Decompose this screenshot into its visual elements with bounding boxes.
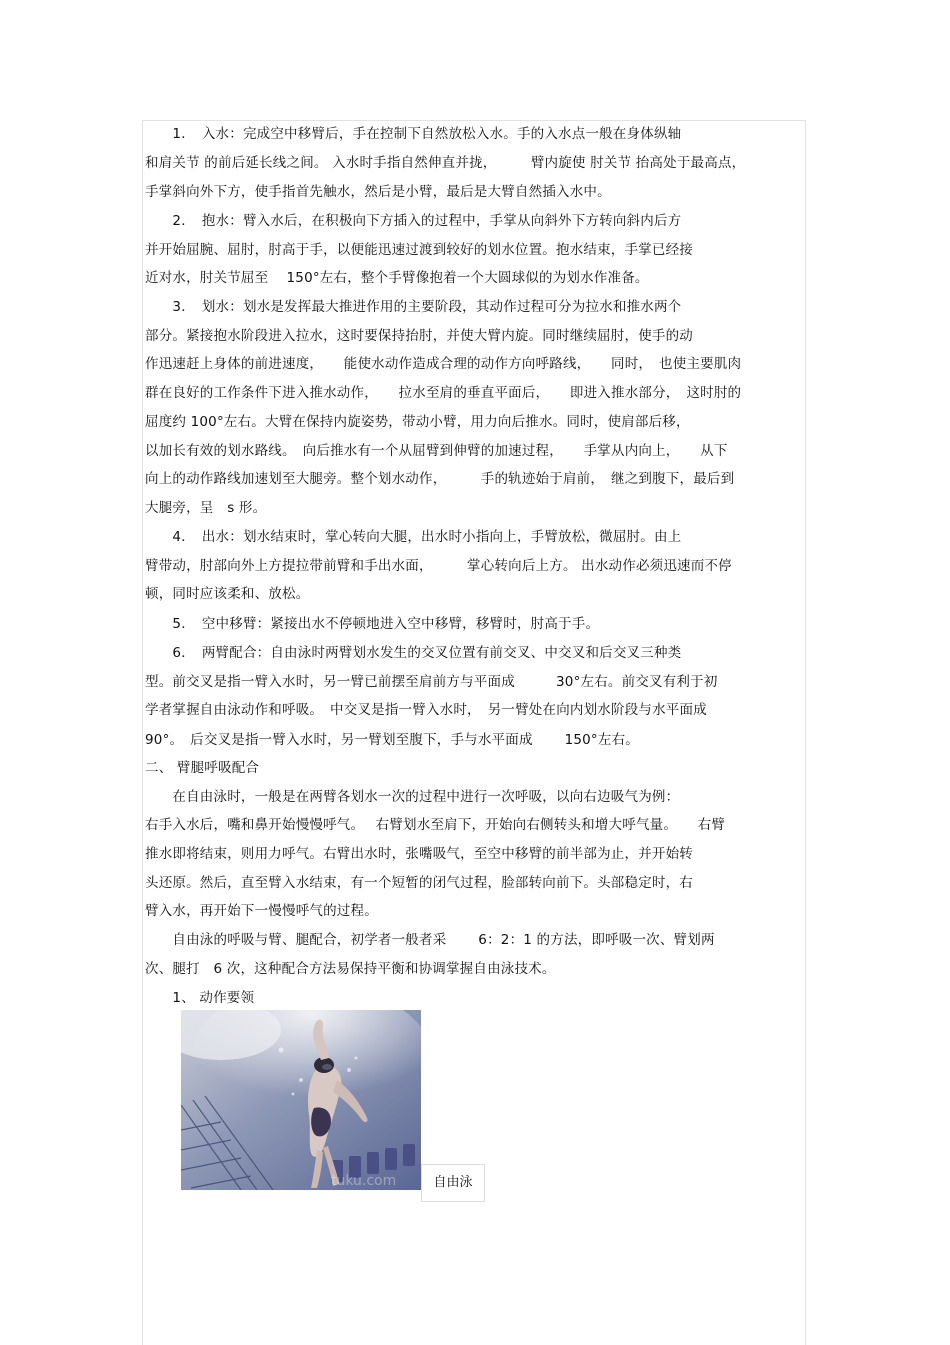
text-line: 推水即将结束，则用力呼气。右臂出水时，张嘴吸气，至空中移臂的前半部为止，并开始转 bbox=[145, 846, 693, 862]
text-line: 并开始屈腕、屈肘，肘高于手，以便能迅速过渡到较好的划水位置。抱水结束，手掌已经接 bbox=[145, 242, 693, 258]
text-line: 近对水，肘关节屈至 150°左右，整个手臂像抱着一个大圆球似的为划水作准备。 bbox=[145, 270, 649, 286]
text-line: 屈度约 100°左右。大臂在保持内旋姿势，带动小臂，用力向后推水。同时，使肩部后移， bbox=[145, 414, 690, 430]
text-line: 型。前交叉是指一臂入水时，另一臂已前摆至肩前方与平面成 30°左右。前交叉有利于初 bbox=[145, 674, 718, 690]
text-line: 5． 空中移臂：紧接出水不停顿地进入空中移臂，移臂时，肘高于手。 bbox=[145, 616, 600, 632]
freestyle-swimmer-photo bbox=[181, 1010, 421, 1190]
underwater-swimmer-image bbox=[181, 1010, 421, 1190]
text-line: 次、腿打 6 次，这种配合方法易保持平衡和协调掌握自由泳技术。 bbox=[145, 961, 556, 977]
text-line: 部分。紧接抱水阶段进入拉水，这时要保持抬肘，并使大臂内旋。同时继续屈肘，使手的动 bbox=[145, 328, 693, 344]
text-line: 3． 划水：划水是发挥最大推进作用的主要阶段，其动作过程可分为拉水和推水两个 bbox=[145, 299, 682, 315]
watermark-text: tuku.com bbox=[331, 1173, 397, 1189]
text-line: 手掌斜向外下方，使手指首先触水，然后是小臂，最后是大臂自然插入水中。 bbox=[145, 184, 611, 200]
text-line: 和肩关节 的前后延长线之间。 入水时手指自然伸直并拢， 臂内旋使 肘关节 抬高处于最高点， bbox=[145, 155, 746, 171]
text-line: 2． 抱水：臂入水后，在积极向下方插入的过程中，手掌从向斜外下方转向斜内后方 bbox=[145, 213, 682, 229]
text-line: 在自由泳时，一般是在两臂各划水一次的过程中进行一次呼吸，以向右边吸气为例： bbox=[145, 789, 680, 805]
subsection-heading: 1、 动作要领 bbox=[145, 990, 255, 1006]
text-line: 右手入水后，嘴和鼻开始慢慢呼气。 右臂划水至肩下，开始向右侧转头和增大呼气量。 右臂 bbox=[145, 817, 726, 833]
text-line: 作迅速赶上身体的前进速度， 能使水动作造成合理的动作方向呼路线， 同时， 也使主要肌肉 bbox=[145, 356, 742, 372]
text-line: 臂入水，再开始下一慢慢呼气的过程。 bbox=[145, 903, 378, 919]
text-line: 向上的动作路线加速划至大腿旁。整个划水动作， 手的轨迹始于肩前， 继之到腹下，最后到 bbox=[145, 471, 735, 487]
text-line: 6． 两臂配合：自由泳时两臂划水发生的交叉位置有前交叉、中交叉和后交叉三种类 bbox=[145, 645, 682, 661]
text-line: 头还原。然后，直至臂入水结束，有一个短暂的闭气过程，脸部转向前下。头部稳定时，右 bbox=[145, 875, 693, 891]
text-line: 大腿旁，呈 s 形。 bbox=[145, 500, 267, 516]
text-line: 群在良好的工作条件下进入推水动作， 拉水至肩的垂直平面后， 即进入推水部分， 这时肘的 bbox=[145, 385, 742, 401]
section-heading: 二、 臂腿呼吸配合 bbox=[145, 760, 260, 776]
text-line: 以加长有效的划水路线。 向后推水有一个从屈臂到伸臂的加速过程， 手掌从内向上， 从下 bbox=[145, 443, 728, 459]
figure-caption: 自由泳 bbox=[421, 1164, 485, 1202]
text-line: 90°。 后交叉是指一臂入水时，另一臂划至腹下，手与水平面成 150°左右。 bbox=[145, 732, 639, 748]
text-line: 顿，同时应该柔和、放松。 bbox=[145, 586, 310, 602]
text-line: 4． 出水：划水结束时，掌心转向大腿，出水时小指向上，手臂放松，微屈肘。由上 bbox=[145, 529, 682, 545]
text-line: 臂带动，肘部向外上方提拉带前臂和手出水面， 掌心转向后上方。 出水动作必须迅速而不停 bbox=[145, 558, 732, 574]
text-line: 1． 入水：完成空中移臂后，手在控制下自然放松入水。手的入水点一般在身体纵轴 bbox=[145, 126, 682, 142]
text-line: 学者掌握自由泳动作和呼吸。 中交叉是指一臂入水时， 另一臂处在向内划水阶段与水平面成 bbox=[145, 702, 707, 718]
text-line: 自由泳的呼吸与臂、腿配合，初学者一般者采 6：2：1 的方法，即呼吸一次、臂划两 bbox=[145, 932, 715, 948]
